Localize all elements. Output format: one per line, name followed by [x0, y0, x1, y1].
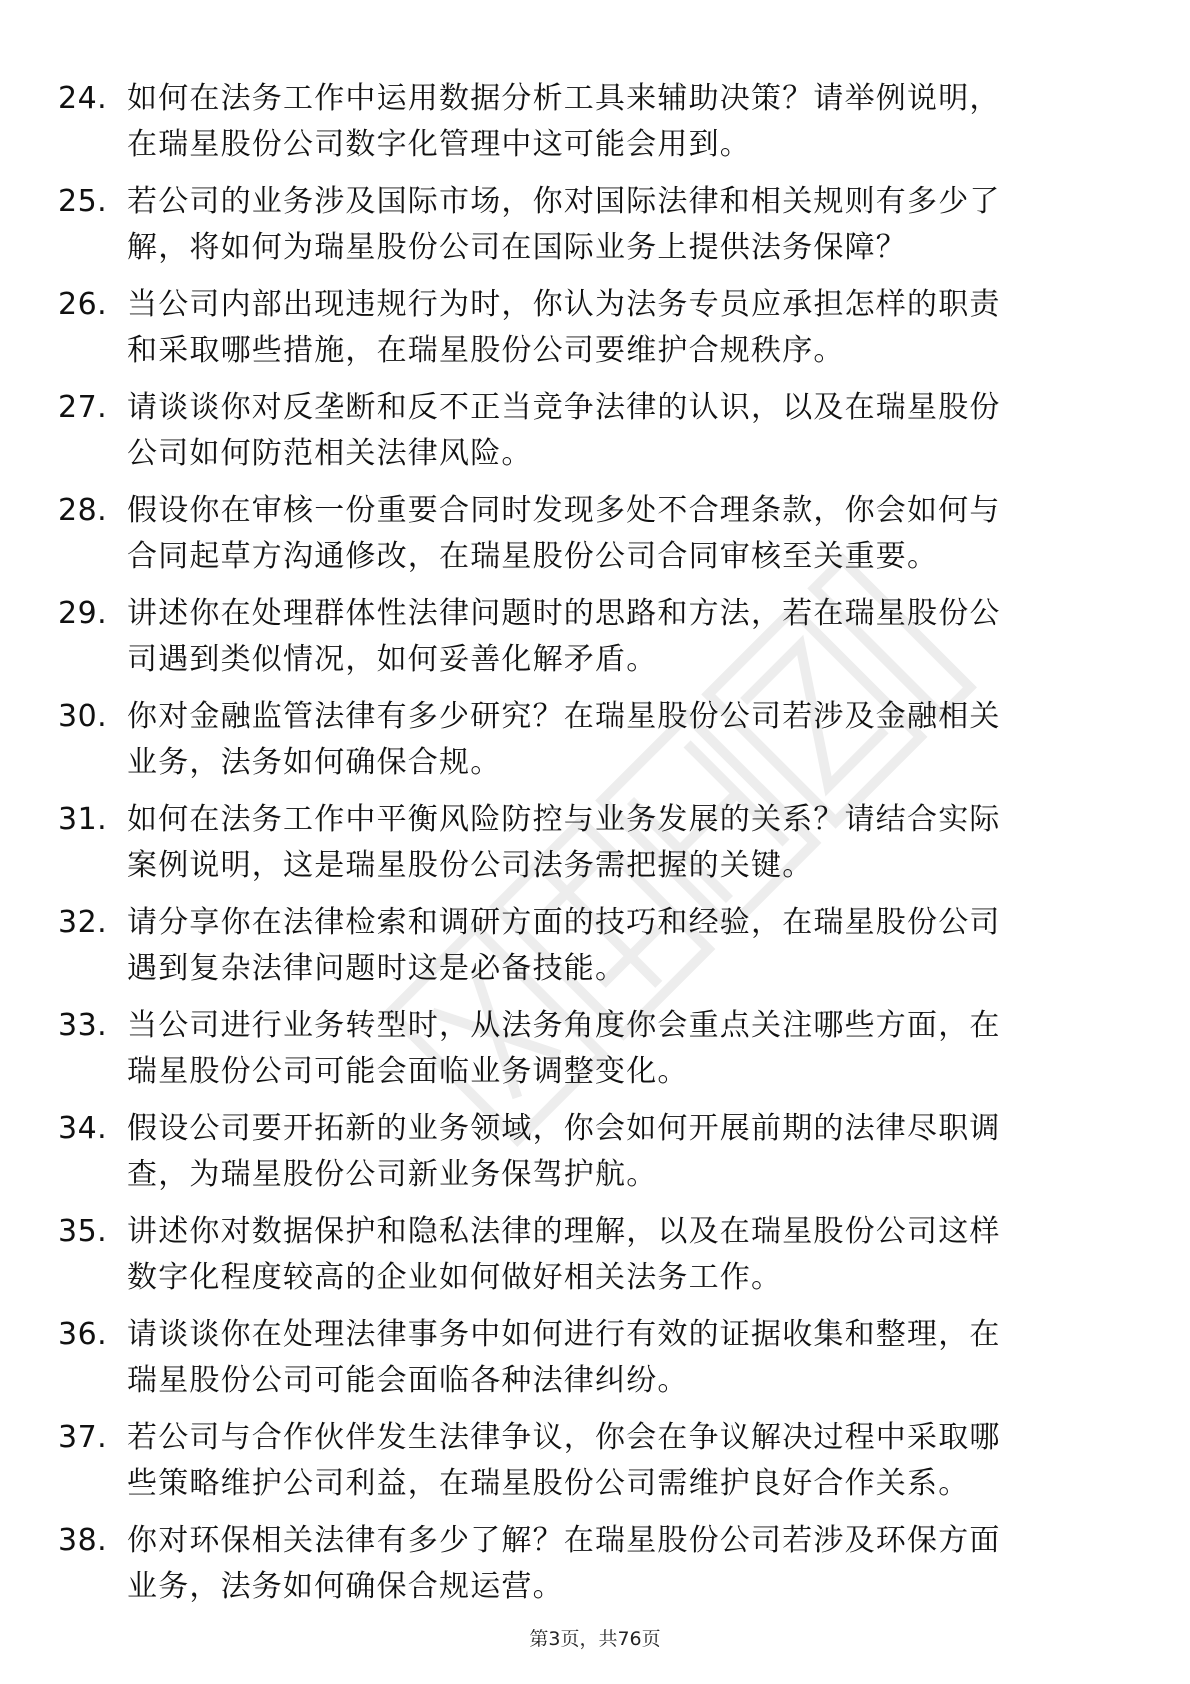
question-text [127, 179, 1112, 271]
question-line: 合同起草方沟通修改，在瑞星股份公司合同审核至关重要。 [127, 539, 939, 574]
page-number-label: 第3页，共76页 [529, 1628, 661, 1650]
question-line: 遇到复杂法律问题时这是必备技能。 [127, 951, 627, 986]
question-line: 请谈谈你在处理法律事务中如何进行有效的证据收集和整理，在 [127, 1317, 1001, 1352]
question-item [0, 171, 1190, 274]
question-line: 请谈谈你对反垄断和反不正当竞争法律的认识，以及在瑞星股份 [127, 390, 1001, 425]
question-item [0, 480, 1190, 583]
question-text [127, 1312, 1112, 1404]
question-line: 查，为瑞星股份公司新业务保驾护航。 [127, 1157, 658, 1192]
question-number: 27. [58, 390, 108, 425]
question-item [0, 583, 1190, 686]
question-text [127, 488, 1112, 580]
question-number: 25. [58, 184, 108, 219]
question-item [0, 68, 1190, 171]
question-line: 些策略维护公司利益，在瑞星股份公司需维护良好合作关系。 [127, 1466, 970, 1501]
question-text [127, 76, 1112, 168]
question-text [127, 1415, 1112, 1507]
question-item [0, 1304, 1190, 1407]
question-item [0, 686, 1190, 789]
question-number: 28. [58, 493, 108, 528]
question-line: 若公司的业务涉及国际市场，你对国际法律和相关规则有多少了 [127, 184, 1001, 219]
question-text [127, 797, 1112, 889]
question-number: 34. [58, 1111, 108, 1146]
question-line: 如何在法务工作中平衡风险防控与业务发展的关系？请结合实际 [127, 802, 1001, 837]
question-line: 解，将如何为瑞星股份公司在国际业务上提供法务保障？ [127, 230, 907, 265]
question-item [0, 995, 1190, 1098]
question-line: 瑞星股份公司可能会面临各种法律纠纷。 [127, 1363, 689, 1398]
question-text [127, 1003, 1112, 1095]
question-line: 假设你在审核一份重要合同时发现多处不合理条款，你会如何与 [127, 493, 1001, 528]
question-number: 32. [58, 905, 108, 940]
question-text [127, 900, 1112, 992]
question-item [0, 1098, 1190, 1201]
question-list [0, 68, 1190, 1613]
question-line: 当公司内部出现违规行为时，你认为法务专员应承担怎样的职责 [127, 287, 1001, 322]
question-line: 案例说明，这是瑞星股份公司法务需把握的关键。 [127, 848, 814, 883]
question-number: 24. [58, 81, 108, 116]
question-line: 公司如何防范相关法律风险。 [127, 436, 533, 471]
question-line: 若公司与合作伙伴发生法律争议，你会在争议解决过程中采取哪 [127, 1420, 1001, 1455]
question-text [127, 385, 1112, 477]
question-line: 讲述你对数据保护和隐私法律的理解，以及在瑞星股份公司这样 [127, 1214, 1001, 1249]
question-line: 请分享你在法律检索和调研方面的技巧和经验，在瑞星股份公司 [127, 905, 1001, 940]
question-line: 业务，法务如何确保合规。 [127, 745, 502, 780]
question-text [127, 591, 1112, 683]
question-line: 瑞星股份公司可能会面临业务调整变化。 [127, 1054, 689, 1089]
question-number: 37. [58, 1420, 108, 1455]
question-line: 业务，法务如何确保合规运营。 [127, 1569, 564, 1604]
question-line: 讲述你在处理群体性法律问题时的思路和方法，若在瑞星股份公 [127, 596, 1001, 631]
question-number: 31. [58, 802, 108, 837]
question-number: 35. [58, 1214, 108, 1249]
question-text [127, 282, 1112, 374]
question-number: 30. [58, 699, 108, 734]
question-number: 26. [58, 287, 108, 322]
question-item [0, 1407, 1190, 1510]
question-line: 和采取哪些措施，在瑞星股份公司要维护合规秩序。 [127, 333, 845, 368]
question-item [0, 789, 1190, 892]
question-item [0, 274, 1190, 377]
page-footer [0, 1624, 1190, 1651]
question-item [0, 892, 1190, 995]
question-item [0, 1201, 1190, 1304]
question-number: 36. [58, 1317, 108, 1352]
question-line: 司遇到类似情况，如何妥善化解矛盾。 [127, 642, 658, 677]
question-number: 29. [58, 596, 108, 631]
question-text [127, 1209, 1112, 1301]
question-line: 你对金融监管法律有多少研究？在瑞星股份公司若涉及金融相关 [127, 699, 1001, 734]
question-line: 当公司进行业务转型时，从法务角度你会重点关注哪些方面，在 [127, 1008, 1001, 1043]
question-line: 如何在法务工作中运用数据分析工具来辅助决策？请举例说明， [127, 81, 1001, 116]
question-number: 38. [58, 1523, 108, 1558]
question-line: 在瑞星股份公司数字化管理中这可能会用到。 [127, 127, 751, 162]
question-line: 数字化程度较高的企业如何做好相关法务工作。 [127, 1260, 783, 1295]
question-line: 假设公司要开拓新的业务领域，你会如何开展前期的法律尽职调 [127, 1111, 1001, 1146]
question-number: 33. [58, 1008, 108, 1043]
question-text [127, 694, 1112, 786]
question-text [127, 1518, 1112, 1610]
question-item [0, 377, 1190, 480]
question-item [0, 1510, 1190, 1613]
question-line: 你对环保相关法律有多少了解？在瑞星股份公司若涉及环保方面 [127, 1523, 1001, 1558]
question-text [127, 1106, 1112, 1198]
